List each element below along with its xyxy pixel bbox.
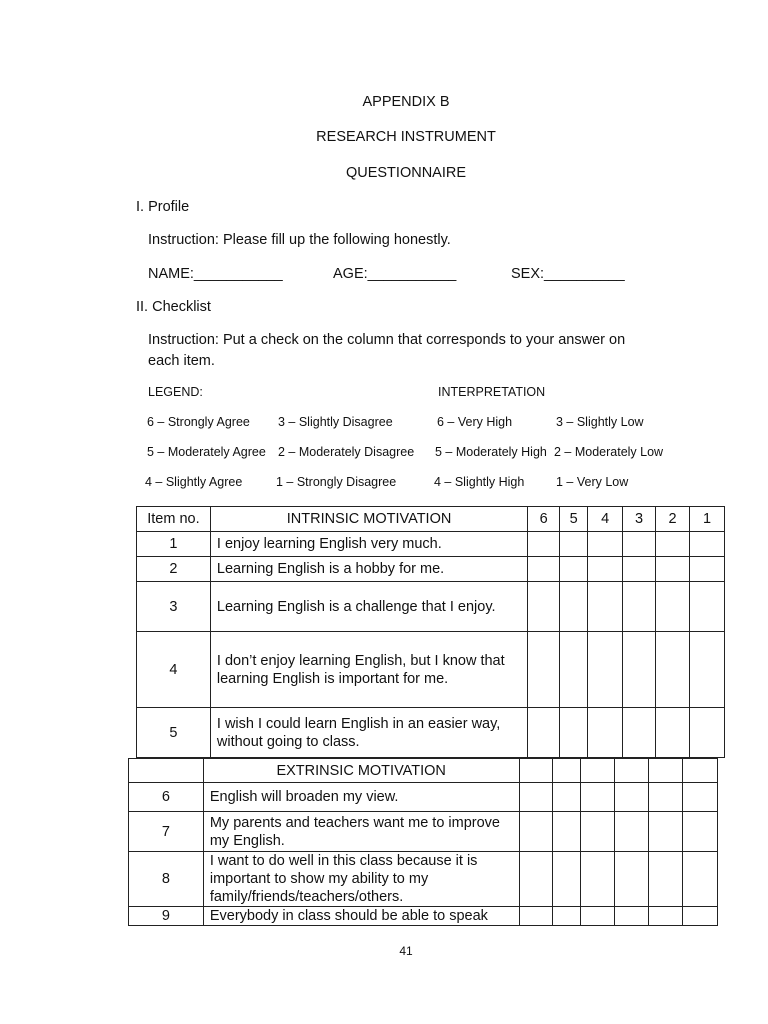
statement-line: Everybody in class should be able to speak <box>209 908 488 924</box>
check-cell[interactable] <box>588 708 623 758</box>
check-cell[interactable] <box>689 582 724 632</box>
legend-item: 4 – Slightly Agree <box>145 475 243 489</box>
check-cell[interactable] <box>656 708 690 758</box>
age-field[interactable]: AGE:___________ <box>333 266 457 282</box>
check-cell[interactable] <box>656 582 690 632</box>
check-cell[interactable] <box>615 852 649 907</box>
check-cell[interactable] <box>581 812 615 852</box>
check-cell[interactable] <box>623 708 656 758</box>
table-row <box>137 557 725 582</box>
check-cell[interactable] <box>615 812 649 852</box>
check-cell[interactable] <box>528 582 560 632</box>
check-cell[interactable] <box>656 632 690 708</box>
item-statement <box>210 557 527 582</box>
item-statement <box>203 783 519 812</box>
interpretation-item: 2 – Moderately Low <box>554 445 664 459</box>
check-cell[interactable] <box>683 907 718 926</box>
intrinsic-motivation-header: INTRINSIC MOTIVATION <box>210 507 527 532</box>
check-cell[interactable] <box>519 783 553 812</box>
item-number: 8 <box>129 852 204 907</box>
check-cell[interactable] <box>528 632 560 708</box>
blank-header-cell <box>129 759 204 783</box>
interpretation-item: 1 – Very Low <box>556 475 629 489</box>
scale-header: 6 <box>528 507 560 532</box>
item-number: 1 <box>137 532 211 557</box>
check-cell[interactable] <box>623 632 656 708</box>
item-number: 5 <box>137 708 211 758</box>
check-cell[interactable] <box>560 582 588 632</box>
scale-header: 5 <box>560 507 588 532</box>
legend-item: 2 – Moderately Disagree <box>278 445 415 459</box>
item-number: 4 <box>137 632 211 708</box>
table-header-row <box>137 507 725 532</box>
document-subtitle: QUESTIONNAIRE <box>345 165 467 181</box>
check-cell[interactable] <box>528 557 560 582</box>
legend-item: 1 – Strongly Disagree <box>276 475 397 489</box>
scale-header <box>553 759 581 783</box>
check-cell[interactable] <box>519 907 553 926</box>
extrinsic-motivation-table <box>128 758 718 926</box>
table-header-row <box>129 759 718 783</box>
check-cell[interactable] <box>588 632 623 708</box>
table-row <box>129 783 718 812</box>
document-title: RESEARCH INSTRUMENT <box>316 129 496 145</box>
check-cell[interactable] <box>656 557 690 582</box>
appendix-label: APPENDIX B <box>362 94 450 110</box>
table-row <box>137 708 725 758</box>
extrinsic-motivation-header: EXTRINSIC MOTIVATION <box>203 759 519 783</box>
check-cell[interactable] <box>656 532 690 557</box>
check-cell[interactable] <box>553 852 581 907</box>
check-cell[interactable] <box>588 582 623 632</box>
page-number: 41 <box>399 944 413 958</box>
interpretation-item: 5 – Moderately High <box>435 445 547 459</box>
intrinsic-motivation-table <box>136 506 725 758</box>
item-statement <box>203 812 519 852</box>
item-number: 2 <box>137 557 211 582</box>
table-row <box>129 907 718 926</box>
legend-item: 3 – Slightly Disagree <box>278 415 393 429</box>
check-cell[interactable] <box>560 557 588 582</box>
interpretation-label: INTERPRETATION <box>438 385 546 399</box>
item-statement <box>210 708 527 758</box>
check-cell[interactable] <box>581 852 615 907</box>
check-cell[interactable] <box>649 812 683 852</box>
table-row <box>137 632 725 708</box>
check-cell[interactable] <box>649 852 683 907</box>
check-cell[interactable] <box>689 708 724 758</box>
check-cell[interactable] <box>588 557 623 582</box>
statement-line: I wish I could learn English in an easier way, <box>216 715 501 732</box>
item-number: 3 <box>137 582 211 632</box>
check-cell[interactable] <box>689 532 724 557</box>
check-cell[interactable] <box>553 812 581 852</box>
statement-line: My parents and teachers want me to improve <box>209 814 500 831</box>
profile-instruction: Instruction: Please fill up the following honestly. <box>148 232 451 248</box>
check-cell[interactable] <box>519 812 553 852</box>
interpretation-item: 4 – Slightly High <box>434 475 525 489</box>
check-cell[interactable] <box>615 907 649 926</box>
item-statement <box>210 582 527 632</box>
scale-header <box>581 759 615 783</box>
item-no-header: Item no. <box>137 507 211 532</box>
scale-header <box>519 759 553 783</box>
check-cell[interactable] <box>623 582 656 632</box>
scale-header: 4 <box>588 507 623 532</box>
item-number: 9 <box>129 907 204 926</box>
statement-line: without going to class. <box>216 733 360 750</box>
table-row <box>129 812 718 852</box>
check-cell[interactable] <box>581 783 615 812</box>
check-cell[interactable] <box>519 852 553 907</box>
check-cell[interactable] <box>560 632 588 708</box>
scale-header <box>649 759 683 783</box>
item-statement <box>203 907 519 926</box>
scale-header: 3 <box>623 507 656 532</box>
legend-label: LEGEND: <box>148 385 203 399</box>
scale-header <box>615 759 649 783</box>
statement-line: English will broaden my view. <box>209 789 399 805</box>
check-cell[interactable] <box>615 783 649 812</box>
check-cell[interactable] <box>649 783 683 812</box>
statement-line: I enjoy learning English very much. <box>216 536 442 552</box>
statement-line: learning English is important for me. <box>216 670 449 687</box>
check-cell[interactable] <box>683 783 718 812</box>
table-row <box>129 852 718 907</box>
scale-header: 1 <box>689 507 724 532</box>
item-number: 6 <box>129 783 204 812</box>
check-cell[interactable] <box>581 907 615 926</box>
statement-line: important to show my ability to my <box>209 871 429 887</box>
check-cell[interactable] <box>623 532 656 557</box>
check-cell[interactable] <box>649 907 683 926</box>
check-cell[interactable] <box>683 812 718 852</box>
check-cell[interactable] <box>623 557 656 582</box>
check-cell[interactable] <box>560 708 588 758</box>
check-cell[interactable] <box>588 532 623 557</box>
table-row <box>137 532 725 557</box>
check-cell[interactable] <box>553 783 581 812</box>
checklist-heading: II. Checklist <box>136 299 211 315</box>
legend-item: 5 – Moderately Agree <box>147 445 266 459</box>
name-field[interactable]: NAME:___________ <box>148 266 283 282</box>
statement-line: I don’t enjoy learning English, but I know that <box>216 652 505 669</box>
profile-heading: I. Profile <box>136 199 190 215</box>
legend-item: 6 – Strongly Agree <box>147 415 250 429</box>
check-cell[interactable] <box>560 532 588 557</box>
interpretation-item: 6 – Very High <box>437 415 513 429</box>
check-cell[interactable] <box>553 907 581 926</box>
statement-line: I want to do well in this class because it is <box>209 853 478 869</box>
check-cell[interactable] <box>528 708 560 758</box>
statement-line: family/friends/teachers/others. <box>209 889 404 905</box>
check-cell[interactable] <box>683 852 718 907</box>
check-cell[interactable] <box>528 532 560 557</box>
interpretation-item: 3 – Slightly Low <box>556 415 644 429</box>
item-statement <box>210 532 527 557</box>
checklist-instruction-line2: each item. <box>148 353 215 369</box>
check-cell[interactable] <box>689 632 724 708</box>
item-statement <box>210 632 527 708</box>
statement-line: Learning English is a challenge that I enjoy. <box>216 598 496 615</box>
check-cell[interactable] <box>689 557 724 582</box>
scale-header: 2 <box>656 507 690 532</box>
item-statement <box>203 852 519 907</box>
table-row <box>137 582 725 632</box>
sex-field[interactable]: SEX:__________ <box>511 266 625 282</box>
checklist-instruction-line1: Instruction: Put a check on the column that corresponds to your answer on <box>148 332 626 348</box>
scale-header <box>683 759 718 783</box>
statement-line: Learning English is a hobby for me. <box>216 561 445 577</box>
item-number: 7 <box>129 812 204 852</box>
statement-line: my English. <box>209 832 285 849</box>
